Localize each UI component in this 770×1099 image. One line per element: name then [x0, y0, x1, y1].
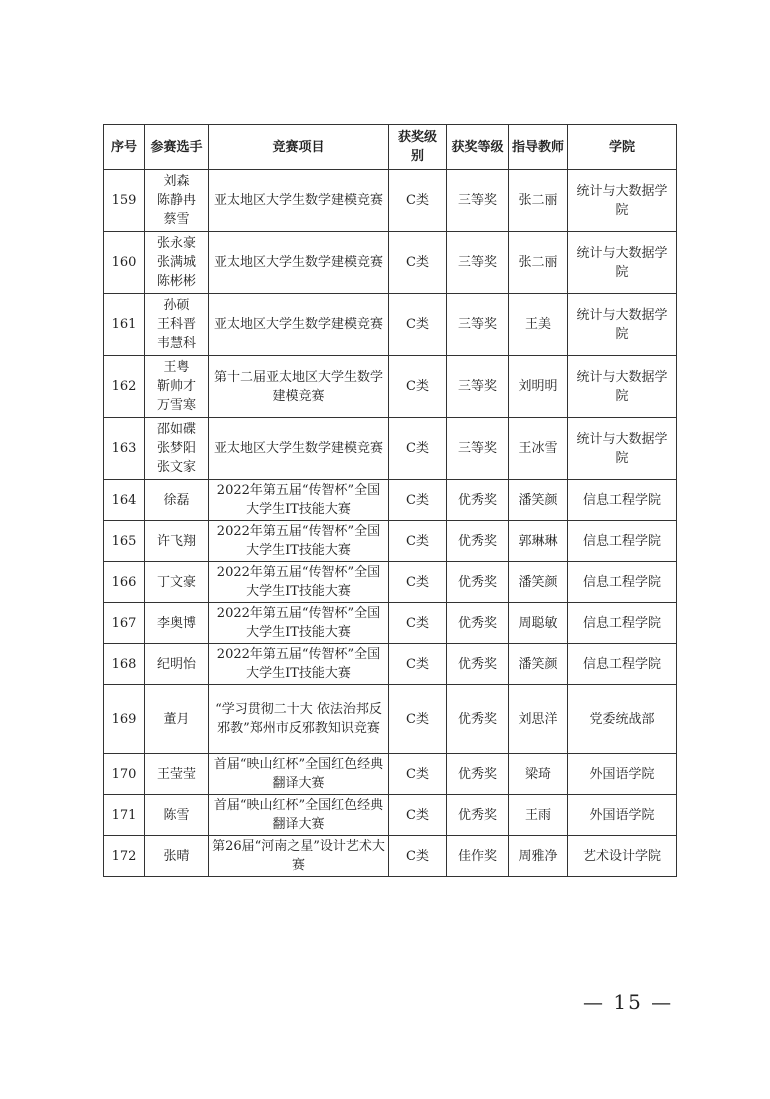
row-award-grade: 优秀奖 [447, 754, 509, 795]
row-award-level: C类 [389, 480, 447, 521]
row-competition: 2022年第五届“传智杯”全国大学生IT技能大赛 [209, 603, 389, 644]
participant-name: 刘森 [163, 174, 190, 189]
row-participants [145, 754, 209, 795]
row-advisor: 张二丽 [509, 170, 568, 232]
table-row [104, 562, 677, 603]
row-award-grade: 佳作奖 [447, 836, 509, 877]
row-competition: 亚太地区大学生数学建模竞赛 [209, 232, 389, 294]
row-index: 160 [104, 232, 145, 294]
row-award-level: C类 [389, 795, 447, 836]
participant-name: 许飞翔 [156, 533, 196, 549]
table-row [104, 603, 677, 644]
row-award-level: C类 [389, 418, 447, 480]
row-award-grade: 三等奖 [447, 356, 509, 418]
row-award-grade: 优秀奖 [447, 562, 509, 603]
row-award-level: C类 [389, 170, 447, 232]
row-award-level: C类 [389, 562, 447, 603]
table-row [104, 521, 677, 562]
row-index: 170 [104, 754, 145, 795]
row-award-grade: 三等奖 [447, 170, 509, 232]
row-award-level: C类 [389, 521, 447, 562]
row-advisor: 王美 [509, 294, 568, 356]
participant-name: 董月 [163, 711, 190, 727]
page-number: — 15 — [583, 990, 674, 1014]
row-index: 167 [104, 603, 145, 644]
row-college: 统计与大数据学院 [568, 170, 677, 232]
participant-name: 李奥博 [156, 615, 196, 631]
participant-name: 张晴 [163, 848, 190, 864]
row-award-level: C类 [389, 836, 447, 877]
header-competition: 竞赛项目 [209, 125, 389, 170]
header-row [104, 125, 677, 170]
row-award-grade: 三等奖 [447, 232, 509, 294]
row-college: 统计与大数据学院 [568, 294, 677, 356]
row-index: 166 [104, 562, 145, 603]
row-advisor: 张二丽 [509, 232, 568, 294]
row-college: 统计与大数据学院 [568, 356, 677, 418]
row-competition: 亚太地区大学生数学建模竞赛 [209, 418, 389, 480]
table-row [104, 356, 677, 418]
row-index: 168 [104, 644, 145, 685]
row-advisor: 梁琦 [509, 754, 568, 795]
table-body [104, 170, 677, 877]
row-award-level: C类 [389, 644, 447, 685]
participant-name: 王科晋 [156, 317, 196, 332]
row-award-grade: 三等奖 [447, 294, 509, 356]
row-index: 172 [104, 836, 145, 877]
header-participants: 参赛选手 [145, 125, 209, 170]
row-award-grade: 优秀奖 [447, 795, 509, 836]
participant-name: 邵如碟 [156, 422, 196, 437]
row-participants [145, 685, 209, 754]
row-index: 165 [104, 521, 145, 562]
table-row [104, 294, 677, 356]
row-college: 信息工程学院 [568, 562, 677, 603]
participant-name: 陈彬彬 [156, 274, 196, 289]
table-row [104, 836, 677, 877]
row-college: 艺术设计学院 [568, 836, 677, 877]
row-college: 信息工程学院 [568, 480, 677, 521]
participant-name: 张满城 [156, 255, 196, 270]
row-index: 171 [104, 795, 145, 836]
row-award-level: C类 [389, 294, 447, 356]
row-participants [145, 795, 209, 836]
row-participants [145, 356, 209, 418]
row-competition: “学习贯彻二十大 依法治邦反邪教”郑州市反邪教知识竞赛 [209, 685, 389, 754]
participant-name: 纪明怡 [156, 656, 196, 672]
participant-name: 王粤 [163, 360, 190, 375]
row-college: 党委统战部 [568, 685, 677, 754]
row-college: 外国语学院 [568, 795, 677, 836]
row-award-level: C类 [389, 232, 447, 294]
row-participants [145, 232, 209, 294]
row-college: 外国语学院 [568, 754, 677, 795]
row-participants [145, 418, 209, 480]
row-participants [145, 562, 209, 603]
row-award-grade: 优秀奖 [447, 521, 509, 562]
row-competition: 2022年第五届“传智杯”全国大学生IT技能大赛 [209, 644, 389, 685]
row-competition: 亚太地区大学生数学建模竞赛 [209, 170, 389, 232]
table-row [104, 685, 677, 754]
row-participants [145, 521, 209, 562]
row-advisor: 王雨 [509, 795, 568, 836]
participant-name: 张文家 [156, 460, 196, 475]
row-participants [145, 644, 209, 685]
table-row [104, 644, 677, 685]
row-index: 162 [104, 356, 145, 418]
header-index: 序号 [104, 125, 145, 170]
row-advisor: 潘笑颜 [509, 562, 568, 603]
participant-name: 丁文豪 [156, 574, 196, 590]
row-advisor: 潘笑颜 [509, 644, 568, 685]
row-participants [145, 603, 209, 644]
row-index: 163 [104, 418, 145, 480]
row-index: 161 [104, 294, 145, 356]
row-advisor: 潘笑颜 [509, 480, 568, 521]
row-advisor: 王冰雪 [509, 418, 568, 480]
participant-name: 万雪寒 [156, 398, 196, 413]
row-competition: 2022年第五届“传智杯”全国大学生IT技能大赛 [209, 480, 389, 521]
row-advisor: 刘思洋 [509, 685, 568, 754]
row-index: 169 [104, 685, 145, 754]
table-row [104, 418, 677, 480]
row-award-grade: 优秀奖 [447, 644, 509, 685]
row-advisor: 刘明明 [509, 356, 568, 418]
table-row [104, 480, 677, 521]
header-advisor: 指导教师 [509, 125, 568, 170]
participant-name: 靳帅才 [156, 379, 196, 394]
header-college: 学院 [568, 125, 677, 170]
table-row [104, 754, 677, 795]
row-award-grade: 优秀奖 [447, 480, 509, 521]
row-participants [145, 836, 209, 877]
row-college: 信息工程学院 [568, 521, 677, 562]
row-award-grade: 优秀奖 [447, 685, 509, 754]
participant-name: 陈雪 [163, 807, 190, 823]
participant-name: 陈静冉 [156, 193, 196, 208]
table-row [104, 795, 677, 836]
header-award-level: 获奖级别 [389, 125, 447, 170]
row-award-grade: 三等奖 [447, 418, 509, 480]
row-award-level: C类 [389, 603, 447, 644]
row-advisor: 周雅净 [509, 836, 568, 877]
row-advisor: 周聪敏 [509, 603, 568, 644]
row-award-level: C类 [389, 754, 447, 795]
row-college: 信息工程学院 [568, 644, 677, 685]
row-participants [145, 170, 209, 232]
row-college: 统计与大数据学院 [568, 418, 677, 480]
participant-name: 张梦阳 [156, 441, 196, 456]
row-award-level: C类 [389, 356, 447, 418]
table-row [104, 170, 677, 232]
participant-name: 孙硕 [163, 298, 190, 313]
row-index: 164 [104, 480, 145, 521]
row-award-level: C类 [389, 685, 447, 754]
row-competition: 第26届“河南之星”设计艺术大赛 [209, 836, 389, 877]
row-competition: 首届“映山红杯”全国红色经典翻译大赛 [209, 795, 389, 836]
participant-name: 蔡雪 [163, 212, 190, 227]
row-competition: 2022年第五届“传智杯”全国大学生IT技能大赛 [209, 562, 389, 603]
row-competition: 第十二届亚太地区大学生数学建模竞赛 [209, 356, 389, 418]
row-competition: 首届“映山红杯”全国红色经典翻译大赛 [209, 754, 389, 795]
row-college: 信息工程学院 [568, 603, 677, 644]
participant-name: 徐磊 [163, 492, 190, 508]
row-college: 统计与大数据学院 [568, 232, 677, 294]
participant-name: 张永豪 [156, 236, 196, 251]
row-participants [145, 294, 209, 356]
row-index: 159 [104, 170, 145, 232]
row-competition: 2022年第五届“传智杯”全国大学生IT技能大赛 [209, 521, 389, 562]
row-participants [145, 480, 209, 521]
row-competition: 亚太地区大学生数学建模竞赛 [209, 294, 389, 356]
header-award-grade: 获奖等级 [447, 125, 509, 170]
row-advisor: 郭琳琳 [509, 521, 568, 562]
row-award-grade: 优秀奖 [447, 603, 509, 644]
awards-table [103, 124, 677, 877]
table-row [104, 232, 677, 294]
participant-name: 韦慧科 [156, 336, 196, 351]
participant-name: 王莹莹 [156, 766, 196, 782]
